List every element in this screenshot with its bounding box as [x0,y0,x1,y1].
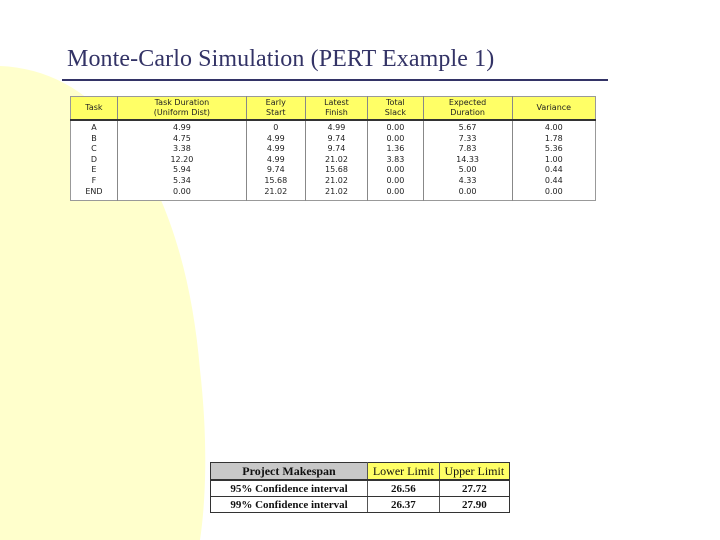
task-row [71,165,596,176]
confidence-row-95 [211,480,510,497]
duration-cell: 12.20 [117,155,246,166]
expected-duration-cell: 14.33 [423,155,512,166]
makespan-table [210,462,510,513]
duration-cell: 4.75 [117,134,246,145]
upper-limit-value: 27.72 [439,480,509,497]
total-slack-cell: 0.00 [368,176,423,187]
expected-duration-cell: 7.33 [423,134,512,145]
task-cell: E [91,165,97,175]
upper-limit-header: Upper Limit [439,463,509,481]
lower-limit-value: 26.56 [368,480,440,497]
early-start-cell: 0 [246,120,305,134]
slide-title: Monte-Carlo Simulation (PERT Example 1) [67,46,495,72]
task-cell: C [91,144,97,154]
expected-duration-cell: 4.33 [423,176,512,187]
variance-cell: 0.44 [512,165,595,176]
lower-limit-value: 26.37 [368,497,440,513]
task-row [71,155,596,166]
task-cell: B [91,133,97,143]
task-cell: F [91,175,97,185]
expected-duration-cell: 5.67 [423,120,512,134]
confidence-label: 99% Confidence interval [211,497,368,513]
latest-finish-cell: 21.02 [305,155,368,166]
header-total-slack: Total Slack [368,97,423,121]
expected-duration-cell: 0.00 [423,187,512,201]
task-cell: D [90,154,98,164]
duration-cell: 0.00 [117,187,246,201]
task-row [71,134,596,145]
early-start-cell: 21.02 [246,187,305,201]
header-latest-finish: Latest Finish [305,97,368,121]
variance-cell: 0.00 [512,187,595,201]
upper-limit-value: 27.90 [439,497,509,513]
header-task-duration: Task Duration (Uniform Dist) [117,97,246,121]
expected-duration-cell: 7.83 [423,144,512,155]
variance-cell: 1.00 [512,155,595,166]
header-early-start: Early Start [246,97,305,121]
confidence-row-99 [211,497,510,513]
duration-cell: 4.99 [117,120,246,134]
task-row [71,144,596,155]
header-expected-duration: Expected Duration [423,97,512,121]
total-slack-cell: 3.83 [368,155,423,166]
header-task: Task [71,97,118,121]
early-start-cell: 4.99 [246,155,305,166]
task-row [71,187,596,201]
latest-finish-cell: 21.02 [305,187,368,201]
variance-cell: 4.00 [512,120,595,134]
early-start-cell: 4.99 [246,144,305,155]
task-row [71,120,596,134]
latest-finish-cell: 15.68 [305,165,368,176]
header-variance: Variance [512,97,595,121]
total-slack-cell: 0.00 [368,134,423,145]
total-slack-cell: 1.36 [368,144,423,155]
task-cell: END [85,186,103,196]
total-slack-cell: 0.00 [368,187,423,201]
variance-cell: 1.78 [512,134,595,145]
total-slack-cell: 0.00 [368,165,423,176]
variance-cell: 0.44 [512,176,595,187]
total-slack-cell: 0.00 [368,120,423,134]
latest-finish-cell: 4.99 [305,120,368,134]
task-cell: A [91,123,97,132]
duration-cell: 3.38 [117,144,246,155]
latest-finish-cell: 9.74 [305,144,368,155]
early-start-cell: 15.68 [246,176,305,187]
latest-finish-cell: 21.02 [305,176,368,187]
makespan-header-row [211,463,510,481]
variance-cell: 5.36 [512,144,595,155]
duration-cell: 5.94 [117,165,246,176]
title-underline [62,79,608,81]
duration-cell: 5.34 [117,176,246,187]
pert-task-table [70,96,596,201]
latest-finish-cell: 9.74 [305,134,368,145]
expected-duration-cell: 5.00 [423,165,512,176]
lower-limit-header: Lower Limit [368,463,440,481]
task-row [71,176,596,187]
early-start-cell: 4.99 [246,134,305,145]
confidence-label: 95% Confidence interval [211,480,368,497]
task-table-header-row [71,97,596,121]
makespan-title: Project Makespan [211,463,368,481]
early-start-cell: 9.74 [246,165,305,176]
